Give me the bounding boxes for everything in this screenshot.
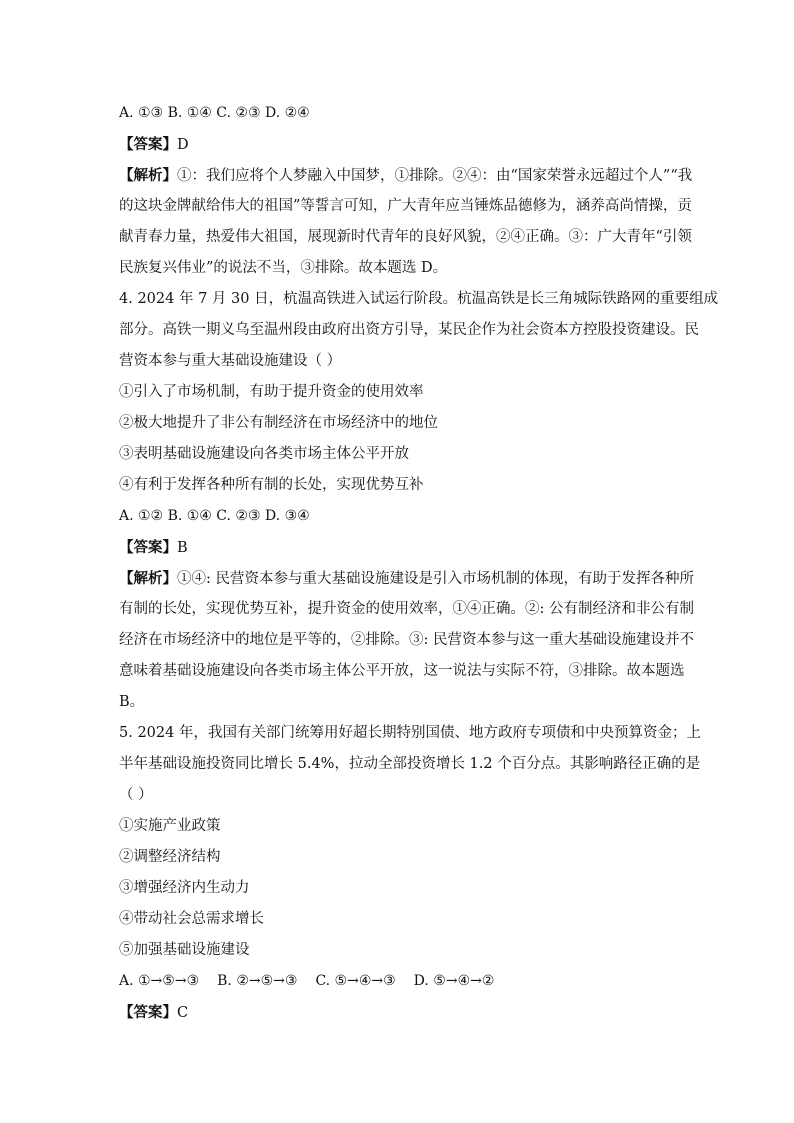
answer-tag: 【答案】 xyxy=(119,1004,177,1021)
q4-options: A. ①② B. ①④ C. ②③ D. ③④ xyxy=(119,508,310,524)
q5-item: ④带动社会总需求增长 xyxy=(119,911,264,927)
answer-tag: 【答案】 xyxy=(119,136,177,153)
q5-item: ①实施产业政策 xyxy=(119,818,221,834)
q4-item: ①引入了市场机制，有助于提升资金的使用效率 xyxy=(119,384,424,400)
analysis-tag: 【解析】 xyxy=(119,167,177,184)
q5-stem-line: 5. 2024 年，我国有关部门统筹用好超长期特别国债、地方政府专项债和中央预算资金；上 xyxy=(119,725,701,741)
q4-item: ②极大地提升了非公有制经济在市场经济中的地位 xyxy=(119,415,438,431)
option-d: D. ⑤→④→② xyxy=(413,973,495,989)
q3-analysis-line: 献青春力量，热爱伟大祖国，展现新时代青年的良好风貌，②④正确。③：广大青年“引领 xyxy=(119,229,692,245)
q4-item: ③表明基础设施建设向各类市场主体公平开放 xyxy=(119,446,409,462)
q5-stem-line: （ ） xyxy=(119,787,153,803)
q3-analysis-line: 民族复兴伟业”的说法不当，③排除。故本题选 D。 xyxy=(119,260,448,276)
q5-stem-line: 半年基础设施投资同比增长 5.4%，拉动全部投资增长 1.2 个百分点。其影响路径正确的是 xyxy=(119,756,701,772)
q4-analysis-line: B。 xyxy=(119,694,145,710)
analysis-tag: 【解析】 xyxy=(119,570,177,587)
answer-tag: 【答案】 xyxy=(119,539,177,556)
answer-value: D xyxy=(177,137,189,153)
q3-analysis-line: 【解析】①：我们应将个人梦融入中国梦，①排除。②④：由“国家荣誉永远超过个人”“我 xyxy=(119,167,693,184)
q3-analysis-line: 的这块金牌献给伟大的祖国”等誓言可知，广大青年应当锤炼品德修为，涵养高尚情操，贡 xyxy=(119,198,692,214)
q4-item: ④有利于发挥各种所有制的长处，实现优势互补 xyxy=(119,477,424,493)
option-a: A. ①→⑤→③ xyxy=(119,973,200,989)
q5-item: ③增强经济内生动力 xyxy=(119,880,250,896)
q4-stem-line: 营资本参与重大基础设施建设（ ） xyxy=(119,353,342,369)
q4-analysis-line: 有制的长处，实现优势互补，提升资金的使用效率，①④正确。②: 公有制经济和非公有制 xyxy=(119,601,694,617)
q4-analysis-line: 意味着基础设施建设向各类市场主体公平开放，这一说法与实际不符，③排除。故本题选 xyxy=(119,663,685,679)
answer-value: C xyxy=(177,1005,189,1021)
option-c: C. ⑤→④→③ xyxy=(315,973,396,989)
document-page xyxy=(119,98,719,1028)
q4-stem-line: 4. 2024 年 7 月 30 日，杭温高铁进入试运行阶段。杭温高铁是长三角城际铁路网的重要组成 xyxy=(119,291,719,307)
q4-analysis-line: 【解析】①④: 民营资本参与重大基础设施建设是引入市场机制的体现，有助于发挥各种所 xyxy=(119,570,694,587)
q3-answer xyxy=(119,129,679,160)
q5-options xyxy=(119,966,679,997)
option-b: B. ②→⑤→③ xyxy=(217,973,298,989)
q5-answer xyxy=(119,997,679,1028)
q3-options: A. ①③ B. ①④ C. ②③ D. ②④ xyxy=(119,105,310,121)
q4-analysis-line: 经济在市场经济中的地位是平等的，②排除。③: 民营资本参与这一重大基础设施建设并不 xyxy=(119,632,694,648)
q5-item: ⑤加强基础设施建设 xyxy=(119,942,250,958)
answer-value: B xyxy=(177,540,188,556)
q5-item: ②调整经济结构 xyxy=(119,849,221,865)
q4-stem-line: 部分。高铁一期义乌至温州段由政府出资方引导，某民企作为社会资本方控股投资建设。民 xyxy=(119,322,699,338)
q4-answer xyxy=(119,532,679,563)
